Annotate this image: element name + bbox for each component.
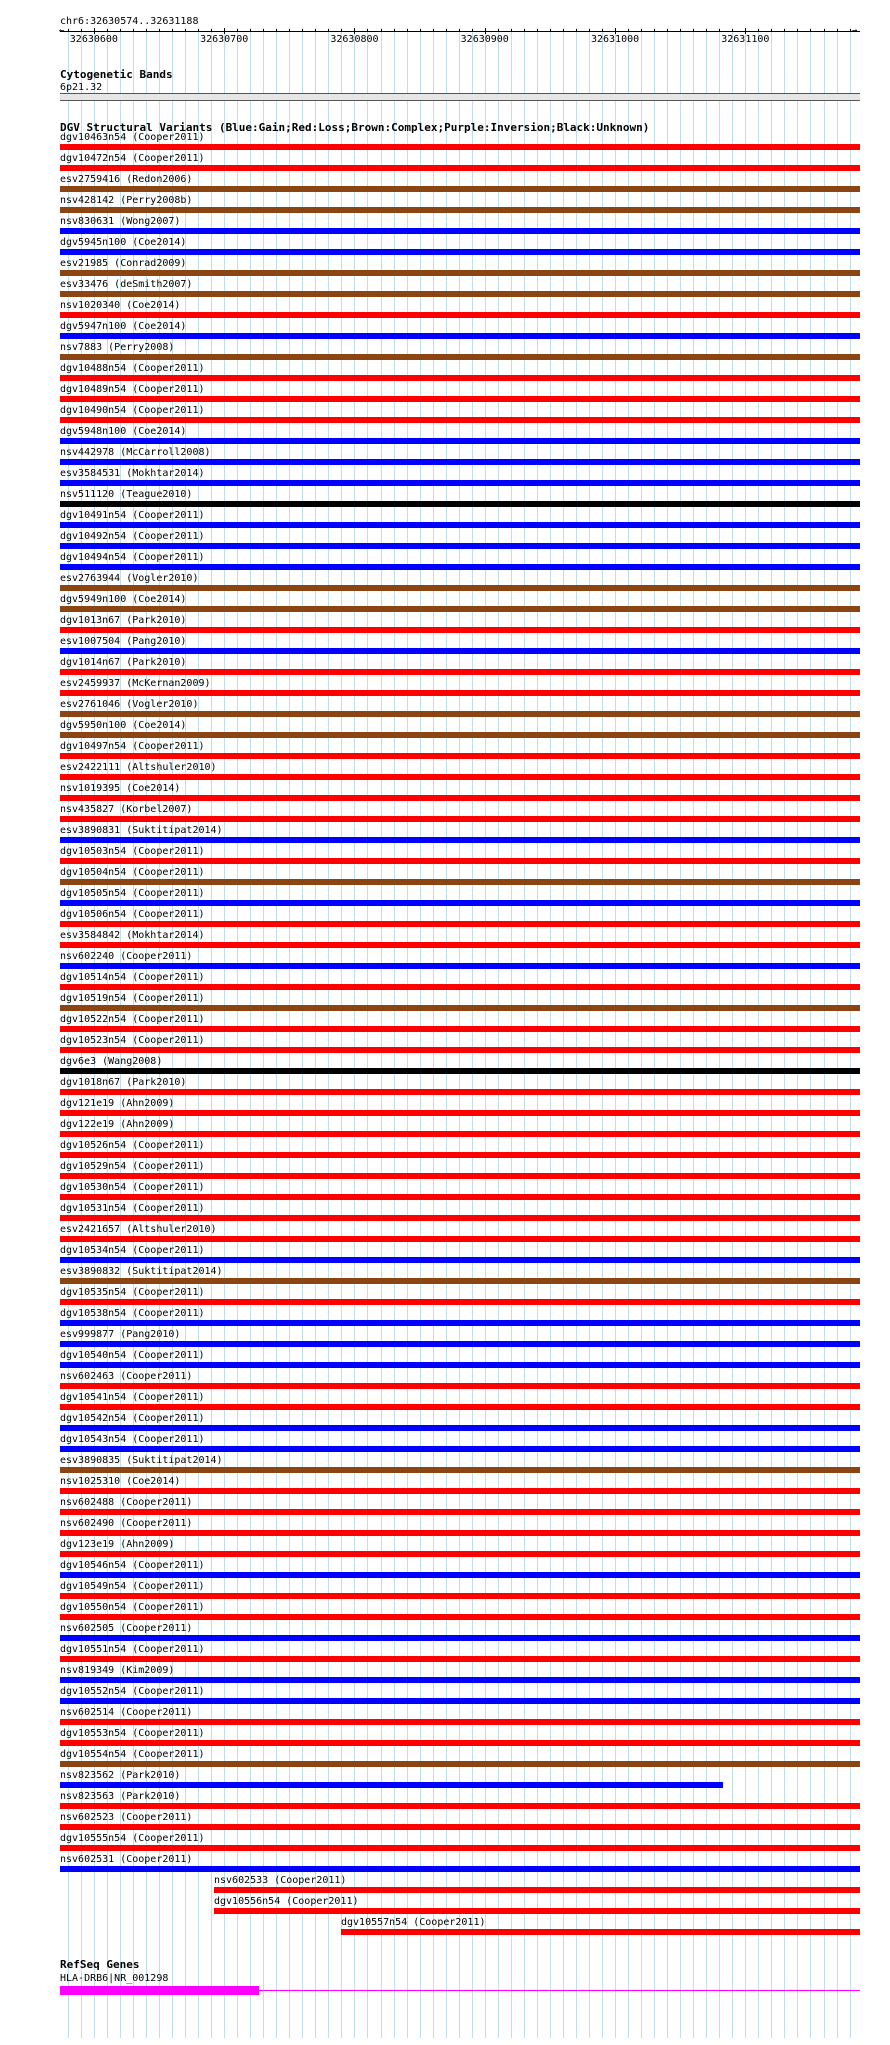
variant-bar-loss[interactable]	[60, 1614, 860, 1620]
ruler-minor-tick	[524, 29, 525, 32]
variant-bar-loss[interactable]	[60, 1509, 860, 1515]
grid-line	[784, 28, 785, 2038]
variant-label[interactable]: esv3890835 (Suktitipat2014)	[60, 1455, 223, 1466]
variant-bar-complex[interactable]	[60, 186, 860, 192]
variant-label[interactable]: dgv10546n54 (Cooper2011)	[60, 1560, 205, 1571]
variant-label[interactable]: esv2759416 (Redon2006)	[60, 174, 193, 185]
ruler-minor-tick	[824, 29, 825, 32]
variant-label[interactable]: dgv5950n100 (Coe2014)	[60, 720, 187, 731]
variant-label[interactable]: dgv122e19 (Ahn2009)	[60, 1119, 175, 1130]
ruler-tick-label: 32631100	[721, 34, 770, 45]
variant-bar-loss[interactable]	[60, 1194, 860, 1200]
ruler-minor-tick	[602, 29, 603, 32]
variant-bar-gain[interactable]	[60, 648, 860, 654]
ruler-minor-tick	[276, 29, 277, 32]
variant-bar-loss[interactable]	[60, 144, 860, 150]
variant-label[interactable]: dgv10543n54 (Cooper2011)	[60, 1434, 205, 1445]
grid-line	[576, 28, 577, 2038]
variant-label[interactable]: nsv1020340 (Coe2014)	[60, 300, 181, 311]
variant-bar-loss[interactable]	[60, 1110, 860, 1116]
variant-label[interactable]: nsv823563 (Park2010)	[60, 1791, 181, 1802]
grid-line	[667, 28, 668, 2038]
variant-bar-gain[interactable]	[60, 963, 860, 969]
variant-label[interactable]: nsv442978 (McCarroll2008)	[60, 447, 211, 458]
variant-label[interactable]: nsv511120 (Teague2010)	[60, 489, 193, 500]
variant-label[interactable]: esv3890831 (Suktitipat2014)	[60, 825, 223, 836]
refseq-exon[interactable]	[60, 1986, 259, 1995]
refseq-gene-label[interactable]: HLA-DRB6|NR_001298	[60, 1973, 169, 1984]
variant-label[interactable]: dgv10530n54 (Cooper2011)	[60, 1182, 205, 1193]
refseq-track-title[interactable]: RefSeq Genes	[60, 1958, 140, 1971]
ruler-minor-tick	[550, 29, 551, 32]
ruler-minor-tick	[289, 29, 290, 32]
variant-bar-gain[interactable]	[60, 1635, 860, 1641]
variant-label[interactable]: dgv10555n54 (Cooper2011)	[60, 1833, 205, 1844]
grid-line	[381, 28, 382, 2038]
grid-line	[420, 28, 421, 2038]
grid-line	[824, 28, 825, 2038]
ruler-minor-tick	[693, 29, 694, 32]
variant-label[interactable]: dgv10553n54 (Cooper2011)	[60, 1728, 205, 1739]
variant-bar-loss[interactable]	[60, 1152, 860, 1158]
ruler-minor-tick	[107, 29, 108, 32]
grid-line	[615, 28, 616, 2038]
variant-label[interactable]: nsv602488 (Cooper2011)	[60, 1497, 193, 1508]
variant-bar-loss[interactable]	[60, 1299, 860, 1305]
variant-label[interactable]: dgv10551n54 (Cooper2011)	[60, 1644, 205, 1655]
variant-bar-gain[interactable]	[60, 1446, 860, 1452]
ruler-minor-tick	[537, 29, 538, 32]
variant-bar-gain[interactable]	[60, 522, 860, 528]
variant-label[interactable]: dgv10522n54 (Cooper2011)	[60, 1014, 205, 1025]
variant-bar-gain[interactable]	[60, 1341, 860, 1347]
ruler-minor-tick	[211, 29, 212, 32]
grid-line	[550, 28, 551, 2038]
ruler-minor-tick	[576, 29, 577, 32]
grid-line	[354, 28, 355, 2038]
grid-line	[524, 28, 525, 2038]
variant-bar-loss[interactable]	[60, 753, 860, 759]
variant-label[interactable]: esv3584531 (Mokhtar2014)	[60, 468, 205, 479]
variant-label[interactable]: dgv10541n54 (Cooper2011)	[60, 1392, 205, 1403]
variant-bar-gain[interactable]	[60, 1866, 860, 1872]
variant-label[interactable]: nsv428142 (Perry2008b)	[60, 195, 193, 206]
ruler-minor-tick	[433, 29, 434, 32]
variant-bar-loss[interactable]	[60, 165, 860, 171]
ruler-minor-tick	[237, 29, 238, 32]
grid-line	[850, 28, 851, 2038]
variant-label[interactable]: dgv10523n54 (Cooper2011)	[60, 1035, 205, 1046]
variant-bar-complex[interactable]	[60, 1005, 860, 1011]
grid-line	[237, 28, 238, 2038]
variant-label[interactable]: nsv1025310 (Coe2014)	[60, 1476, 181, 1487]
variant-label[interactable]: nsv435827 (Korbel2007)	[60, 804, 193, 815]
grid-line	[315, 28, 316, 2038]
variant-bar-gain[interactable]	[60, 1677, 860, 1683]
variant-bar-loss[interactable]	[60, 1215, 860, 1221]
variant-bar-loss[interactable]	[60, 1404, 860, 1410]
variant-label[interactable]: nsv1019395 (Coe2014)	[60, 783, 181, 794]
variant-bar-unknown[interactable]	[60, 501, 860, 507]
variant-bar-complex[interactable]	[60, 879, 860, 885]
variant-bar-loss[interactable]	[60, 795, 860, 801]
ruler-minor-tick	[81, 29, 82, 32]
grid-line	[250, 28, 251, 2038]
ruler-minor-tick	[120, 29, 121, 32]
variant-bar-gain[interactable]	[60, 249, 860, 255]
ruler-minor-tick	[172, 29, 173, 32]
variant-label[interactable]: dgv10505n54 (Cooper2011)	[60, 888, 205, 899]
grid-line	[628, 28, 629, 2038]
variant-bar-loss[interactable]	[214, 1887, 860, 1893]
grid-line	[602, 28, 603, 2038]
grid-line	[224, 28, 225, 2038]
variant-bar-unknown[interactable]	[60, 1068, 860, 1074]
ruler-minor-tick	[341, 29, 342, 32]
dgv-track-title[interactable]: DGV Structural Variants (Blue:Gain;Red:Loss;Brown:Complex;Purple:Inversion;Black:Unknown)	[60, 121, 650, 134]
grid-line	[498, 28, 499, 2038]
grid-line	[641, 28, 642, 2038]
variant-label[interactable]: dgv10557n54 (Cooper2011)	[341, 1917, 486, 1928]
grid-line	[433, 28, 434, 2038]
variant-label[interactable]: esv3890832 (Suktitipat2014)	[60, 1266, 223, 1277]
cytoband-label: 6p21.32	[60, 82, 103, 93]
ruler-minor-tick	[159, 29, 160, 32]
variant-label[interactable]: esv33476 (deSmith2007)	[60, 279, 193, 290]
ruler-minor-tick	[381, 29, 382, 32]
ruler-minor-tick	[563, 29, 564, 32]
variant-label[interactable]: dgv10550n54 (Cooper2011)	[60, 1602, 205, 1613]
grid-line	[263, 28, 264, 2038]
variant-label[interactable]: dgv10491n54 (Cooper2011)	[60, 510, 205, 521]
ruler-minor-tick	[628, 29, 629, 32]
variant-bar-complex[interactable]	[60, 354, 860, 360]
variant-label[interactable]: dgv10540n54 (Cooper2011)	[60, 1350, 205, 1361]
grid-line	[341, 28, 342, 2038]
grid-line	[537, 28, 538, 2038]
variant-bar-complex[interactable]	[60, 207, 860, 213]
variant-label[interactable]: dgv10519n54 (Cooper2011)	[60, 993, 205, 1004]
variant-bar-gain[interactable]	[60, 1425, 860, 1431]
grid-line	[589, 28, 590, 2038]
ruler-tick-label: 32630800	[330, 34, 379, 45]
variant-label[interactable]: nsv602514 (Cooper2011)	[60, 1707, 193, 1718]
variant-bar-gain[interactable]	[60, 228, 860, 234]
cytoband-track-title[interactable]: Cytogenetic Bands	[60, 68, 173, 81]
variant-bar-gain[interactable]	[60, 438, 860, 444]
ruler-minor-tick	[758, 29, 759, 32]
ruler-minor-tick	[641, 29, 642, 32]
grid-line	[693, 28, 694, 2038]
variant-label[interactable]: esv2763944 (Vogler2010)	[60, 573, 199, 584]
ruler-minor-tick	[706, 29, 707, 32]
variant-bar-loss[interactable]	[60, 1530, 860, 1536]
variant-bar-loss[interactable]	[60, 669, 860, 675]
refseq-intron-line[interactable]	[259, 1990, 860, 1991]
ruler-tick-label: 32630900	[460, 34, 509, 45]
ruler-minor-tick	[133, 29, 134, 32]
variant-label[interactable]: esv999877 (Pang2010)	[60, 1329, 181, 1340]
variant-bar-gain[interactable]	[60, 333, 860, 339]
variant-bar-loss[interactable]	[60, 921, 860, 927]
variant-bar-loss[interactable]	[60, 774, 860, 780]
variant-bar-loss[interactable]	[60, 1047, 860, 1053]
variant-label[interactable]: nsv602240 (Cooper2011)	[60, 951, 193, 962]
variant-label[interactable]: dgv10554n54 (Cooper2011)	[60, 1749, 205, 1760]
variant-bar-loss[interactable]	[60, 396, 860, 402]
ruler-minor-tick	[511, 29, 512, 32]
ruler-minor-tick	[198, 29, 199, 32]
ruler-minor-tick	[732, 29, 733, 32]
variant-label[interactable]: dgv1013n67 (Park2010)	[60, 615, 187, 626]
ruler-minor-tick	[784, 29, 785, 32]
variant-bar-complex[interactable]	[60, 1278, 860, 1284]
ruler-minor-tick	[719, 29, 720, 32]
variant-label[interactable]: dgv6e3 (Wang2008)	[60, 1056, 163, 1067]
variant-label[interactable]: nsv819349 (Kim2009)	[60, 1665, 175, 1676]
variant-bar-loss[interactable]	[60, 1719, 860, 1725]
variant-bar-gain[interactable]	[60, 1572, 860, 1578]
variant-bar-loss[interactable]	[60, 942, 860, 948]
variant-bar-loss[interactable]	[60, 375, 860, 381]
variant-bar-loss[interactable]	[60, 1740, 860, 1746]
ruler-minor-tick	[250, 29, 251, 32]
ruler-minor-tick	[446, 29, 447, 32]
variant-label[interactable]: nsv602505 (Cooper2011)	[60, 1623, 193, 1634]
variant-label[interactable]: nsv602490 (Cooper2011)	[60, 1518, 193, 1529]
grid-line	[328, 28, 329, 2038]
ruler-minor-tick	[146, 29, 147, 32]
ruler-minor-tick	[185, 29, 186, 32]
variant-bar-gain[interactable]	[60, 837, 860, 843]
variant-label[interactable]: dgv5948n100 (Coe2014)	[60, 426, 187, 437]
grid-line	[394, 28, 395, 2038]
grid-line	[511, 28, 512, 2038]
grid-line	[459, 28, 460, 2038]
variant-label[interactable]: dgv5949n100 (Coe2014)	[60, 594, 187, 605]
variant-label[interactable]: esv1007504 (Pang2010)	[60, 636, 187, 647]
variant-bar-complex[interactable]	[60, 606, 860, 612]
variant-bar-loss[interactable]	[60, 1656, 860, 1662]
grid-line	[680, 28, 681, 2038]
ruler-minor-tick	[328, 29, 329, 32]
variant-label[interactable]: dgv10526n54 (Cooper2011)	[60, 1140, 205, 1151]
ruler-minor-tick	[837, 29, 838, 32]
ruler-tick-label: 32630600	[69, 34, 118, 45]
variant-label[interactable]: dgv10463n54 (Cooper2011)	[60, 132, 205, 143]
variant-label[interactable]: nsv7883 (Perry2008)	[60, 342, 175, 353]
grid-line	[485, 28, 486, 2038]
variant-label[interactable]: dgv10497n54 (Cooper2011)	[60, 741, 205, 752]
variant-label[interactable]: dgv10492n54 (Cooper2011)	[60, 531, 205, 542]
variant-bar-loss[interactable]	[60, 1845, 860, 1851]
variant-label[interactable]: dgv10538n54 (Cooper2011)	[60, 1308, 205, 1319]
ruler-tick-label: 32631000	[590, 34, 640, 45]
variant-bar-complex[interactable]	[60, 1761, 860, 1767]
variant-label[interactable]: dgv10489n54 (Cooper2011)	[60, 384, 205, 395]
variant-label[interactable]: dgv5947n100 (Coe2014)	[60, 321, 187, 332]
variant-bar-loss[interactable]	[60, 1488, 860, 1494]
variant-bar-loss[interactable]	[60, 417, 860, 423]
variant-label[interactable]: esv2422111 (Altshuler2010)	[60, 762, 217, 773]
ruler-minor-tick	[472, 29, 473, 32]
variant-bar-gain[interactable]	[60, 480, 860, 486]
ruler-minor-tick	[68, 29, 69, 32]
variant-label[interactable]: nsv830631 (Wong2007)	[60, 216, 181, 227]
variant-label[interactable]: dgv10504n54 (Cooper2011)	[60, 867, 205, 878]
grid-line	[289, 28, 290, 2038]
variant-label[interactable]: dgv1014n67 (Park2010)	[60, 657, 187, 668]
variant-label[interactable]: dgv10494n54 (Cooper2011)	[60, 552, 205, 563]
variant-label[interactable]: nsv823562 (Park2010)	[60, 1770, 181, 1781]
variant-bar-complex[interactable]	[60, 1467, 860, 1473]
grid-line	[706, 28, 707, 2038]
grid-line	[563, 28, 564, 2038]
variant-label[interactable]: dgv10556n54 (Cooper2011)	[214, 1896, 359, 1907]
variant-label[interactable]: dgv1018n67 (Park2010)	[60, 1077, 187, 1088]
ruler-minor-tick	[667, 29, 668, 32]
ruler-right-arrow: →	[852, 26, 858, 36]
variant-bar-loss[interactable]	[341, 1929, 860, 1935]
grid-line	[745, 28, 746, 2038]
variant-bar-complex[interactable]	[60, 732, 860, 738]
variant-bar-loss[interactable]	[60, 984, 860, 990]
ruler-minor-tick	[420, 29, 421, 32]
grid-line	[211, 28, 212, 2038]
variant-bar-loss[interactable]	[60, 1131, 860, 1137]
variant-label[interactable]: nsv602533 (Cooper2011)	[214, 1875, 347, 1886]
variant-bar-loss[interactable]	[60, 627, 860, 633]
variant-bar-gain[interactable]	[60, 1698, 860, 1704]
variant-bar-gain[interactable]	[60, 1320, 860, 1326]
variant-label[interactable]: esv21985 (Conrad2009)	[60, 258, 187, 269]
variant-label[interactable]: dgv121e19 (Ahn2009)	[60, 1098, 175, 1109]
variant-bar-loss[interactable]	[60, 1026, 860, 1032]
variant-bar-loss[interactable]	[60, 1383, 860, 1389]
variant-bar-loss[interactable]	[214, 1908, 860, 1914]
grid-line	[810, 28, 811, 2038]
ruler-minor-tick	[771, 29, 772, 32]
variant-bar-loss[interactable]	[60, 1824, 860, 1830]
ruler-minor-tick	[315, 29, 316, 32]
variant-bar-complex[interactable]	[60, 270, 860, 276]
variant-bar-loss[interactable]	[60, 1173, 860, 1179]
ruler-minor-tick	[459, 29, 460, 32]
variant-label[interactable]: dgv10506n54 (Cooper2011)	[60, 909, 205, 920]
grid-line	[446, 28, 447, 2038]
variant-label[interactable]: nsv602463 (Cooper2011)	[60, 1371, 193, 1382]
ruler-position: chr6:32630574..32631188	[60, 16, 199, 27]
variant-bar-complex[interactable]	[60, 711, 860, 717]
ruler-line	[60, 31, 860, 32]
ruler-minor-tick	[850, 29, 851, 32]
variant-bar-complex[interactable]	[60, 585, 860, 591]
variant-bar-gain[interactable]	[60, 900, 860, 906]
variant-label[interactable]: dgv10531n54 (Cooper2011)	[60, 1203, 205, 1214]
variant-label[interactable]: dgv10514n54 (Cooper2011)	[60, 972, 205, 983]
variant-label[interactable]: dgv10472n54 (Cooper2011)	[60, 153, 205, 164]
variant-label[interactable]: dgv10488n54 (Cooper2011)	[60, 363, 205, 374]
variant-label[interactable]: dgv5945n100 (Coe2014)	[60, 237, 187, 248]
variant-bar-loss[interactable]	[60, 1803, 860, 1809]
grid-line	[758, 28, 759, 2038]
variant-label[interactable]: esv2761046 (Vogler2010)	[60, 699, 199, 710]
variant-label[interactable]: dgv123e19 (Ahn2009)	[60, 1539, 175, 1550]
grid-line	[302, 28, 303, 2038]
cytoband-bar[interactable]	[60, 93, 860, 101]
variant-bar-complex[interactable]	[60, 291, 860, 297]
variant-bar-loss[interactable]	[60, 1593, 860, 1599]
grid-line	[472, 28, 473, 2038]
variant-label[interactable]: esv2459937 (McKernan2009)	[60, 678, 211, 689]
variant-bar-loss[interactable]	[60, 312, 860, 318]
variant-bar-gain[interactable]	[60, 459, 860, 465]
grid-line	[719, 28, 720, 2038]
variant-bar-loss[interactable]	[60, 690, 860, 696]
ruler-minor-tick	[810, 29, 811, 32]
ruler-minor-tick	[302, 29, 303, 32]
ruler-minor-tick	[263, 29, 264, 32]
variant-bar-gain[interactable]	[60, 1782, 723, 1788]
grid-line	[771, 28, 772, 2038]
variant-label[interactable]: esv2421657 (Altshuler2010)	[60, 1224, 217, 1235]
variant-bar-gain[interactable]	[60, 1257, 860, 1263]
grid-line	[367, 28, 368, 2038]
variant-bar-gain[interactable]	[60, 543, 860, 549]
variant-label[interactable]: dgv10490n54 (Cooper2011)	[60, 405, 205, 416]
ruler-left-arrow: ←	[59, 26, 65, 36]
ruler-minor-tick	[589, 29, 590, 32]
variant-label[interactable]: dgv10552n54 (Cooper2011)	[60, 1686, 205, 1697]
grid-line	[407, 28, 408, 2038]
grid-line	[732, 28, 733, 2038]
grid-line	[654, 28, 655, 2038]
variant-bar-loss[interactable]	[60, 858, 860, 864]
ruler-minor-tick	[654, 29, 655, 32]
variant-label[interactable]: dgv10549n54 (Cooper2011)	[60, 1581, 205, 1592]
ruler-minor-tick	[394, 29, 395, 32]
variant-bar-loss[interactable]	[60, 816, 860, 822]
variant-bar-loss[interactable]	[60, 1089, 860, 1095]
variant-bar-loss[interactable]	[60, 1551, 860, 1557]
variant-bar-gain[interactable]	[60, 1362, 860, 1368]
variant-label[interactable]: esv3584842 (Mokhtar2014)	[60, 930, 205, 941]
variant-label[interactable]: nsv602523 (Cooper2011)	[60, 1812, 193, 1823]
ruler-tick-label: 32630700	[200, 34, 249, 45]
ruler-minor-tick	[498, 29, 499, 32]
variant-bar-loss[interactable]	[60, 1236, 860, 1242]
ruler-minor-tick	[407, 29, 408, 32]
grid-line	[276, 28, 277, 2038]
ruler-minor-tick	[797, 29, 798, 32]
variant-label[interactable]: dgv10503n54 (Cooper2011)	[60, 846, 205, 857]
variant-label[interactable]: dgv10534n54 (Cooper2011)	[60, 1245, 205, 1256]
variant-label[interactable]: dgv10529n54 (Cooper2011)	[60, 1161, 205, 1172]
ruler-minor-tick	[367, 29, 368, 32]
ruler-minor-tick	[680, 29, 681, 32]
grid-line	[837, 28, 838, 2038]
variant-label[interactable]: nsv602531 (Cooper2011)	[60, 1854, 193, 1865]
variant-label[interactable]: dgv10542n54 (Cooper2011)	[60, 1413, 205, 1424]
variant-bar-gain[interactable]	[60, 564, 860, 570]
grid-line	[797, 28, 798, 2038]
variant-label[interactable]: dgv10535n54 (Cooper2011)	[60, 1287, 205, 1298]
